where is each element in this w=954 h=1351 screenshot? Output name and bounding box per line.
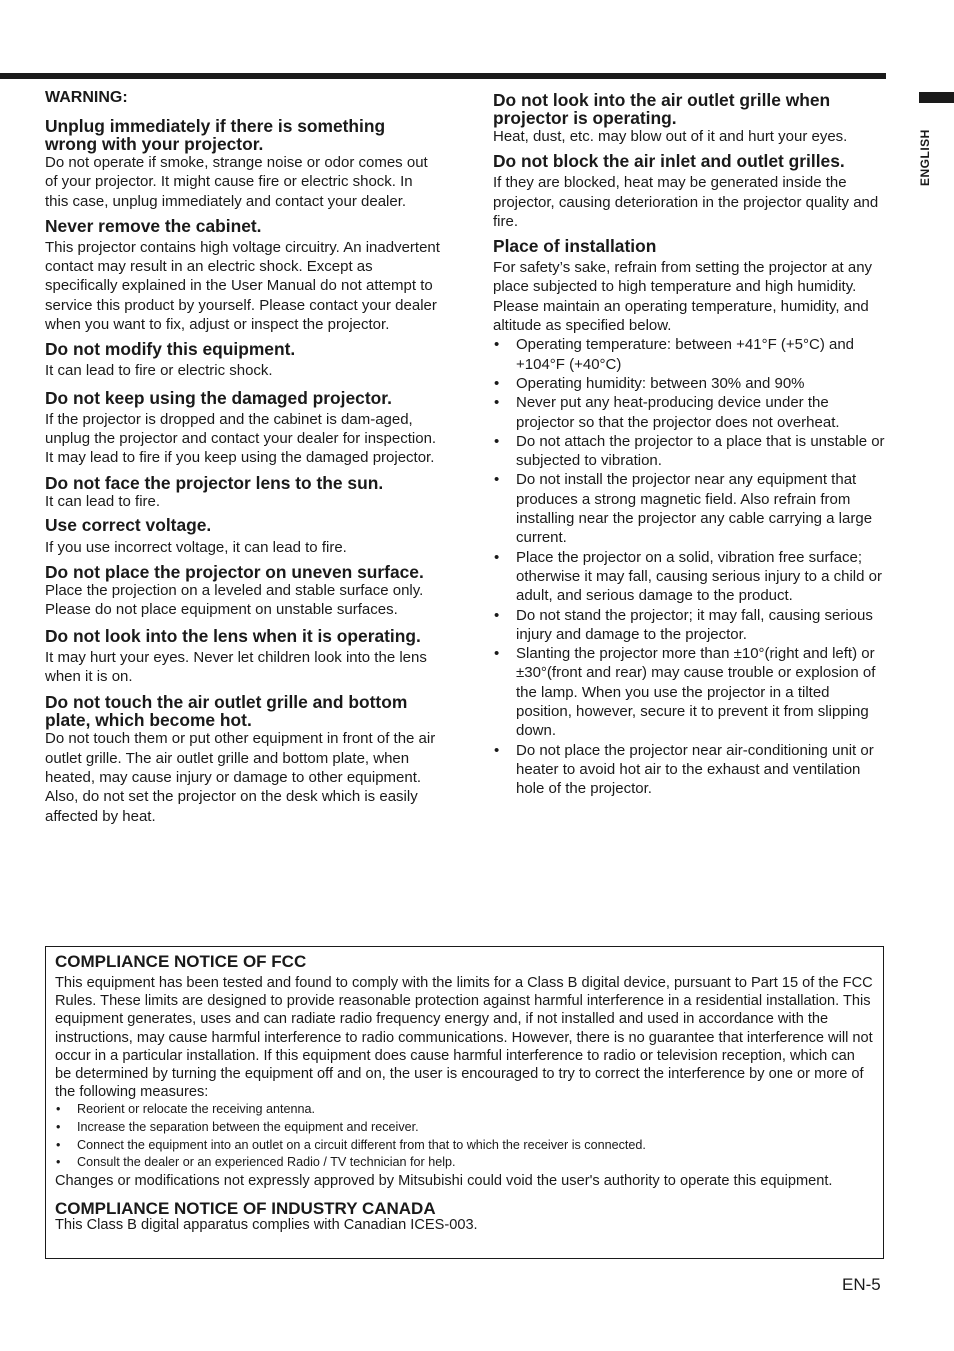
section-title: Place of installation	[493, 236, 657, 257]
list-item: • Do not stand the projector; it may fall, causing serious injury and damage to the projector.	[493, 606, 888, 645]
fcc-measures-list	[55, 1101, 873, 1171]
section-title: Do not block the air inlet and outlet grilles.	[493, 151, 845, 172]
section-body: If the projector is dropped and the cabinet is dam-aged, unplug the projector and contact your dealer for inspection. It may lead to fire if you keep using the damaged projector.	[45, 410, 437, 467]
fcc-closing: Changes or modifications not expressly approved by Mitsubishi could void the user's authority to operate this equipment.	[55, 1172, 833, 1189]
section-title: Do not keep using the damaged projector.	[45, 387, 392, 408]
section-title: Do not look into the lens when it is operating.	[45, 625, 421, 646]
warning-label: WARNING:	[45, 89, 128, 106]
section-body: Do not touch them or put other equipment in front of the air outlet grille. The air outlet grille and bottom plate, when heated, may cause injury or damage to other equipment. Also, do not set the projector on the desk which is easily affected by heat.	[45, 730, 436, 825]
list-item: • Do not attach the projector to a place that is unstable or subjected to vibration.	[493, 432, 888, 471]
section-title: Do not face the projector lens to the sun.	[45, 472, 384, 493]
canada-body: This Class B digital apparatus complies with Canadian ICES-003.	[55, 1217, 478, 1233]
list-item: • Operating temperature: between +41°F (+5°C) and +104°F (+40°C)	[493, 335, 888, 374]
list-item: • Never put any heat-producing device under the projector so that the projector does not overheat.	[493, 393, 888, 432]
section-voltage	[45, 516, 440, 557]
installation-list	[493, 335, 888, 798]
section-body: For safety’s sake, refrain from setting the projector at any place subjected to high temperature and high humidity. Please maintain an operating temperature, humidity, and altitude as specified below.	[493, 259, 873, 335]
fcc-body: This equipment has been tested and found to comply with the limits for a Class B digital device, pursuant to Part 15 of the FCC Rules. These limits are designed to provide reasonable protection against harmful interference in a residential installation. This equipment generates, uses and can radiate radio frequency energy and, if not installed and used in accordance with the instructions, may cause harmful interference to radio communications. However, there is no guarantee that interference will not occur in a particular installation. If this equipment does cause harmful interference to radio or television reception, which can be determined by turning the equipment off and on, the user is encouraged to try to correct the interference by one or more of the following measures:	[55, 975, 873, 1101]
section-body: It can lead to fire or electric shock.	[45, 362, 273, 380]
fcc-title: COMPLIANCE NOTICE OF FCC	[55, 952, 307, 971]
list-item: • Increase the separation between the equipment and receiver.	[55, 1119, 873, 1137]
section-sun	[45, 474, 440, 511]
section-unplug	[45, 117, 440, 211]
section-body: Do not operate if smoke, strange noise or odor comes out of your projector. It might cause fire or electric shock. In this case, unplug immediately and contact your dealer.	[45, 154, 428, 210]
page-number: EN-5	[842, 1275, 881, 1294]
section-body: It may hurt your eyes. Never let children look into the lens when it is on.	[45, 648, 427, 686]
section-title: Do not modify this equipment.	[45, 339, 296, 360]
section-body: Heat, dust, etc. may blow out of it and hurt your eyes.	[493, 128, 848, 145]
list-item: • Do not install the projector near any equipment that produces a strong magnetic field. Also refrain from installing near the projector any cable carrying a large current.	[493, 470, 888, 547]
section-lens	[45, 627, 440, 687]
header-rule	[0, 73, 886, 79]
list-item: • Operating humidity: between 30% and 90%	[493, 374, 888, 393]
list-item: • Do not place the projector near air-conditioning unit or heater to avoid hot air to the exhaust and ventilation hole of the projector.	[493, 741, 888, 799]
list-item: • Consult the dealer or an experienced Radio / TV technician for help.	[55, 1154, 873, 1172]
section-body: It can lead to fire.	[45, 492, 161, 510]
list-item: • Place the projector on a solid, vibration free surface; otherwise it may fall, causing serious injury to a child or adult, and serious damage to the product.	[493, 548, 888, 606]
section-title: Do not look into the air outlet grille when projector is operating.	[493, 90, 831, 128]
section-title: Never remove the cabinet.	[45, 215, 262, 236]
section-damaged	[45, 389, 440, 468]
section-body: This projector contains high voltage circuitry. An inadvertent contact may result in an electric shock. Except as specifically explained in the User Manual do not attempt to service this product by yourself. Please contact your dealer when you want to fix, adjust or inspect the projector.	[45, 238, 440, 334]
section-body: Place the projection on a leveled and stable surface only. Please do not place equipment on unstable surfaces.	[45, 582, 424, 619]
section-body: If they are blocked, heat may be generated inside the projector, causing deterioration in the projector quality and fire.	[493, 174, 879, 230]
section-title: Unplug immediately if there is something wrong with your projector.	[45, 116, 386, 154]
canada-title: COMPLIANCE NOTICE OF INDUSTRY CANADA	[55, 1199, 436, 1218]
section-installation	[493, 237, 888, 798]
list-item: • Slanting the projector more than ±10°(right and left) or ±30°(front and rear) may cause trouble or explosion of the lamp. When you use the projector in a tilted position, however, secure it to prevent it from slipping down.	[493, 644, 888, 740]
list-item: • Reorient or relocate the receiving antenna.	[55, 1101, 873, 1119]
language-label: ENGLISH	[918, 129, 932, 186]
language-tab-marker	[919, 92, 954, 103]
section-uneven	[45, 563, 440, 620]
section-modify	[45, 340, 440, 380]
section-body: If you use incorrect voltage, it can lead to fire.	[45, 538, 347, 556]
section-cabinet	[45, 217, 440, 334]
section-hot-surfaces	[45, 693, 440, 825]
section-title: Do not place the projector on uneven surface.	[45, 562, 424, 583]
section-outlet-grille	[493, 91, 888, 146]
compliance-box	[45, 946, 884, 1259]
list-item: • Connect the equipment into an outlet on a circuit different from that to which the receiver is connected.	[55, 1137, 873, 1155]
section-title: Do not touch the air outlet grille and bottom plate, which become hot.	[45, 692, 408, 731]
left-column	[45, 88, 440, 831]
section-block-grilles	[493, 152, 888, 231]
section-title: Use correct voltage.	[45, 514, 212, 535]
right-column	[493, 91, 888, 804]
